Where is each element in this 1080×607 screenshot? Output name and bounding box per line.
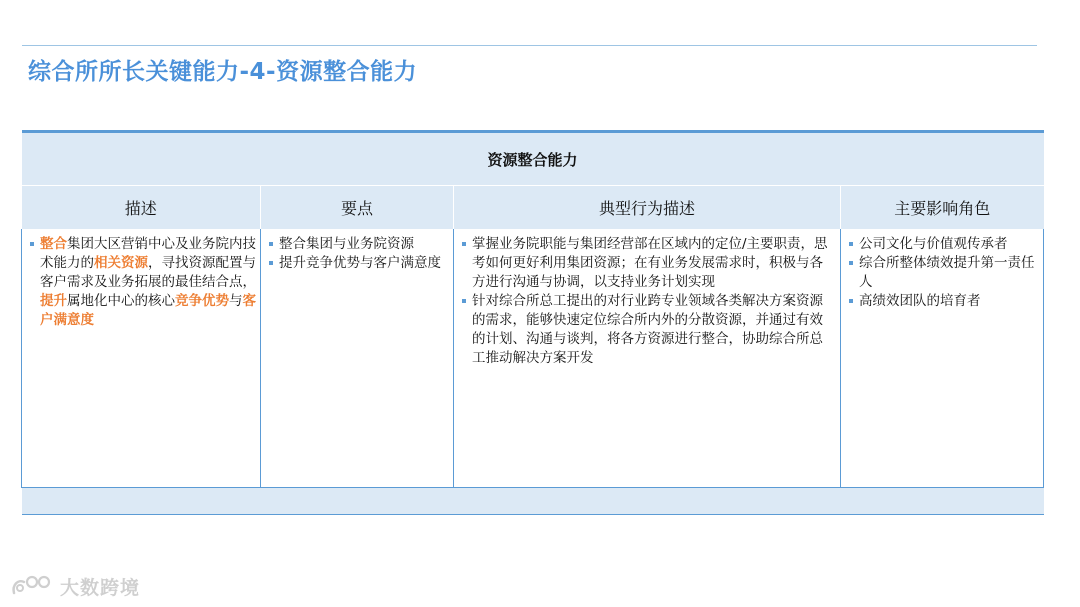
key-point-item: 提升竞争优势与客户满意度	[269, 254, 449, 273]
role-item: 综合所整体绩效提升第一责任人	[849, 254, 1039, 292]
key-point-item: 整合集团与业务院资源	[269, 235, 449, 254]
roles-cell	[841, 229, 1044, 488]
table-footer-band	[22, 488, 1044, 515]
desc-segment: 属地化中心的核心	[67, 293, 175, 309]
competency-table	[21, 130, 1043, 512]
header-key-points: 要点	[261, 186, 454, 230]
header-roles: 主要影响角色	[841, 186, 1044, 230]
watermark	[10, 573, 140, 599]
header-behaviors: 典型行为描述	[454, 186, 841, 230]
key-points-cell	[261, 229, 454, 488]
desc-segment: ，寻找资源配置与客户需求及业务拓展的最佳结合点，	[40, 255, 256, 290]
watermark-text: 大数跨境	[60, 576, 141, 599]
slide-title: 综合所所长关键能力-4-资源整合能力	[28, 59, 418, 85]
description-cell	[22, 229, 261, 488]
role-item: 公司文化与价值观传承者	[849, 235, 1039, 254]
behaviors-cell	[454, 229, 841, 488]
desc-segment: 与	[229, 293, 243, 309]
top-divider	[22, 45, 1037, 46]
description-text	[30, 235, 256, 330]
brand-logo-icon	[10, 573, 54, 599]
table-title: 资源整合能力	[22, 132, 1044, 186]
header-description: 描述	[22, 186, 261, 230]
behavior-item: 掌握业务院职能与集团经营部在区域内的定位/主要职责，思考如何更好利用集团资源；在有业务发展需求时，积极与各方进行沟通与协调，以支持业务计划实现	[462, 235, 836, 292]
desc-segment: 提升	[40, 293, 67, 309]
desc-segment: 竞争优势	[175, 293, 229, 309]
desc-segment: 集团大区营销中心及业务院内技术能力的	[40, 236, 256, 271]
desc-segment: 客户满意度	[40, 293, 256, 328]
desc-segment: 整合	[40, 236, 67, 252]
desc-segment: 相关资源	[94, 255, 148, 271]
behavior-item: 针对综合所总工提出的对行业跨专业领域各类解决方案资源的需求，能够快速定位综合所内外的分散资源，并通过有效的计划、沟通与谈判，将各方资源进行整合，协助综合所总工推动解决方案开发	[462, 292, 836, 368]
role-item: 高绩效团队的培育者	[849, 292, 1039, 311]
